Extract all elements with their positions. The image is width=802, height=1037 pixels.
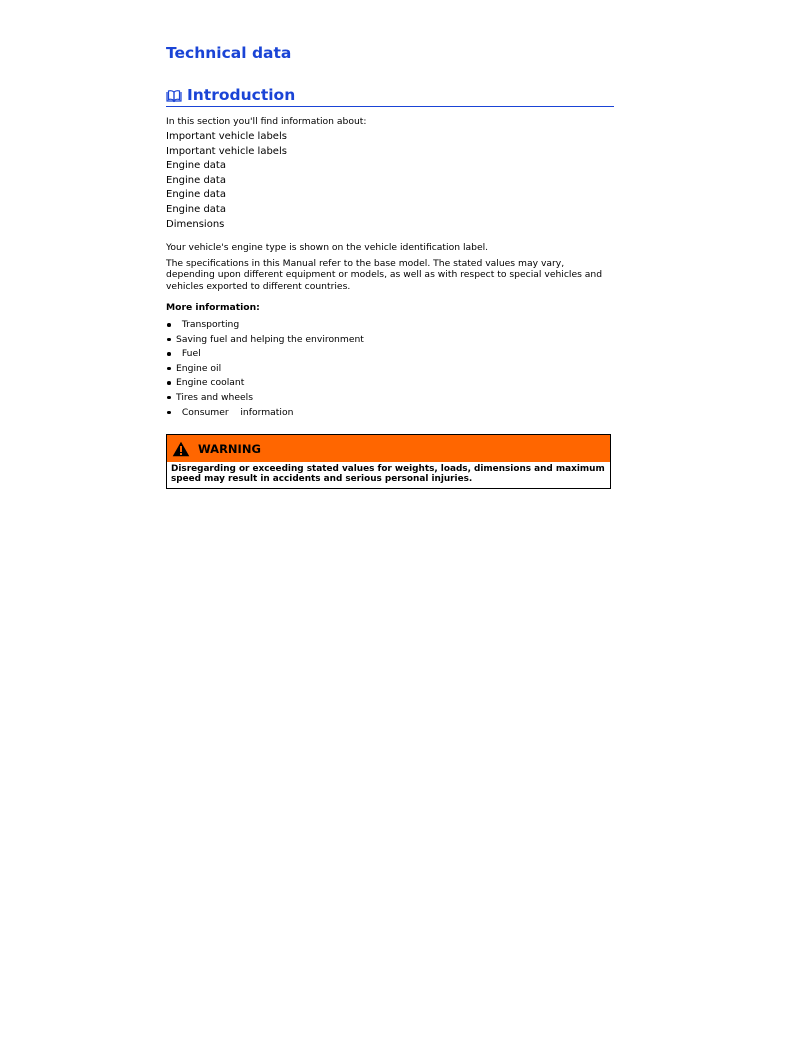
more-info-heading: More information: bbox=[166, 302, 260, 313]
more-info-link[interactable]: Engine oil bbox=[166, 363, 364, 378]
more-info-link[interactable]: Saving fuel and helping the environment bbox=[166, 334, 364, 349]
topic-link[interactable]: Important vehicle labels bbox=[166, 145, 287, 157]
warning-box bbox=[166, 434, 611, 489]
section-header bbox=[166, 86, 614, 107]
topic-link[interactable]: Engine data bbox=[166, 174, 226, 186]
warning-triangle-icon bbox=[172, 441, 190, 457]
warning-text: Disregarding or exceeding stated values for weights, loads, dimensions and maximum speed may result in accidents and serious personal injuries. bbox=[171, 464, 605, 484]
paragraph-engine-type: Your vehicle's engine type is shown on the vehicle identification label. bbox=[166, 242, 489, 253]
book-icon bbox=[166, 89, 182, 103]
topic-link[interactable]: Engine data bbox=[166, 160, 226, 172]
more-info-link[interactable]: Transporting bbox=[166, 319, 364, 334]
topic-list bbox=[166, 130, 287, 232]
more-info-list bbox=[166, 319, 364, 421]
topic-link[interactable]: Engine data bbox=[166, 203, 226, 215]
more-info-link[interactable]: Consumer information bbox=[166, 407, 364, 422]
section-title: Introduction bbox=[187, 86, 296, 104]
more-info-link[interactable]: Engine coolant bbox=[166, 377, 364, 392]
warning-header bbox=[167, 435, 610, 462]
paragraph-specifications: The specifications in this Manual refer to the base model. The stated values may vary, depending upon different equipment or models, as well as with respect to special vehicles and vehicles exported to different countries. bbox=[166, 258, 603, 292]
topic-link[interactable]: Engine data bbox=[166, 189, 226, 201]
more-info-link[interactable]: Tires and wheels bbox=[166, 392, 364, 407]
page-title: Technical data bbox=[166, 44, 292, 62]
topic-link[interactable]: Important vehicle labels bbox=[166, 131, 287, 142]
warning-title: WARNING bbox=[198, 441, 261, 456]
topic-link[interactable]: Dimensions bbox=[166, 218, 225, 230]
intro-text: In this section you'll find information about: bbox=[166, 116, 367, 127]
more-info-link[interactable]: Fuel bbox=[166, 348, 364, 363]
